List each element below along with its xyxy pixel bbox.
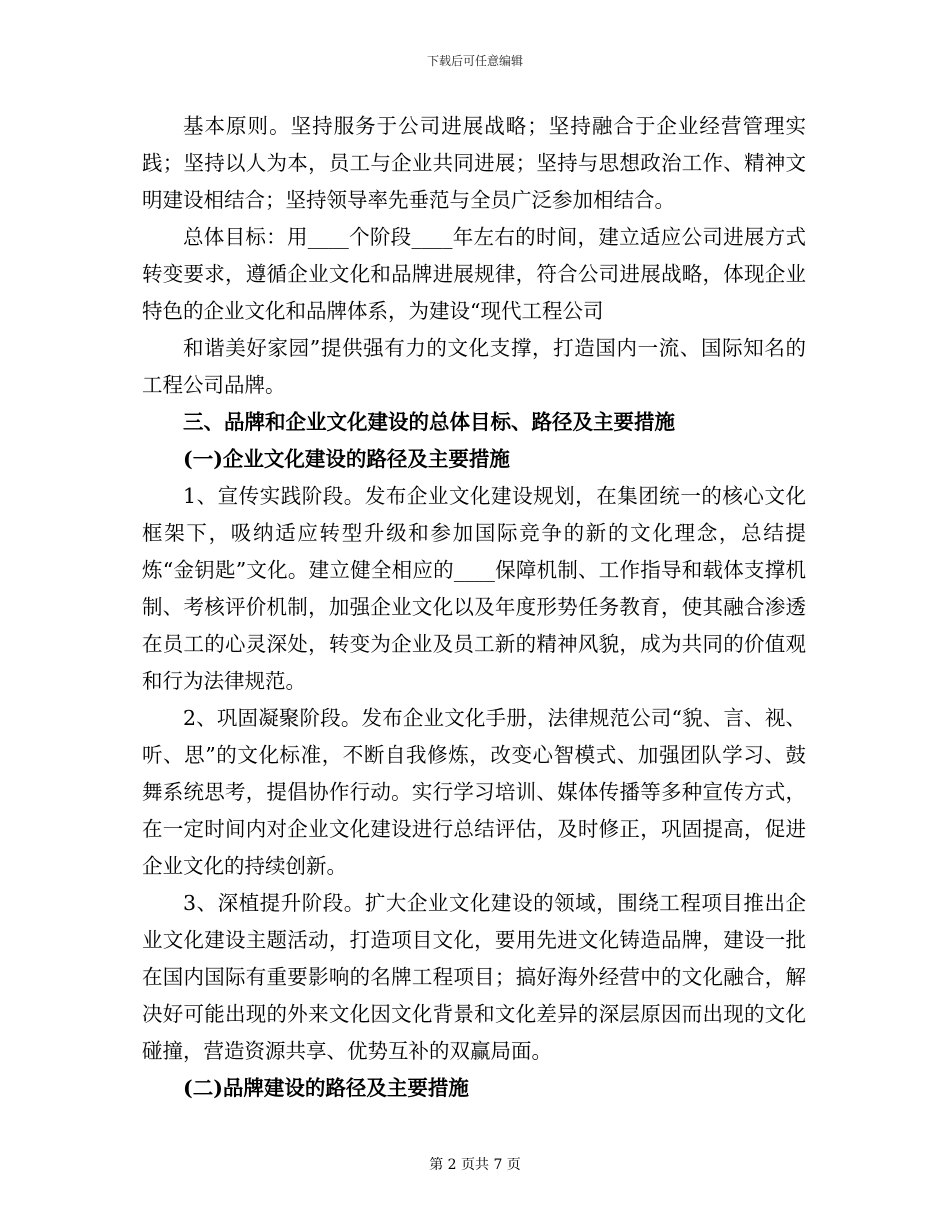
- paragraph-basic-principles: 基本原则。坚持服务于公司进展战略；坚持融合于企业经营管理实践；坚持以人为本，员工与企业共同进展；坚持与思想政治工作、精神文明建设相结合；坚持领导率先垂范与全员广泛参加相结合。: [142, 114, 806, 212]
- page-footer: 第 2 页共 7 页: [429, 1157, 521, 1173]
- paragraph-stage-3: 3、深植提升阶段。扩大企业文化建设的领域，围绕工程项目推出企业文化建设主题活动，打造项目文化，要用先进文化铸造品牌，建设一批在国内国际有重要影响的名牌工程项目；搞好海外经营中的文化融合，解决好可能出现的外来文化因文化背景和文化差异的深层原因而出现的文化碰撞，营造资源共享、优势互补的双赢局面。: [142, 891, 806, 1063]
- subsection-heading-2: (二)品牌建设的路径及主要措施: [183, 1076, 469, 1100]
- paragraph-stage-1: 1、宣传实践阶段。发布企业文化建设规划，在集团统一的核心文化框架下，吸纳适应转型升级和参加国际竞争的新的文化理念，总结提炼“金钥匙”文化。建立健全相应的____保障机制、工作指导和载体支撑机制、考核评价机制，加强企业文化以及年度形势任务教育，使其融合渗透在员工的心灵深处，转变为企业及员工新的精神风貌，成为共同的价值观和行为法律规范。: [142, 484, 806, 693]
- page-header: 下载后可任意编辑: [426, 54, 523, 68]
- subsection-heading-1: (一)企业文化建设的路径及主要措施: [183, 447, 510, 471]
- paragraph-overall-goal-continued: 和谐美好家园”提供强有力的文化支撑，打造国内一流、国际知名的工程公司品牌。: [142, 336, 806, 397]
- paragraph-overall-goal: 总体目标：用____个阶段____年左右的时间，建立适应公司进展方式转变要求，遵循企业文化和品牌进展规律，符合公司进展战略，体现企业特色的企业文化和品牌体系，为建设“现代工程公司: [142, 225, 806, 323]
- section-heading-3: 三、品牌和企业文化建设的总体目标、路径及主要措施: [183, 410, 675, 434]
- paragraph-stage-2: 2、巩固凝聚阶段。发布企业文化手册，法律规范公司“貌、言、视、听、思”的文化标准，不断自我修炼，改变心智模式、加强团队学习、鼓舞系统思考，提倡协作行动。实行学习培训、媒体传播等多种宣传方式，在一定时间内对企业文化建设进行总结评估，及时修正，巩固提高，促进企业文化的持续创新。: [142, 706, 806, 878]
- document-body: [142, 108, 806, 1107]
